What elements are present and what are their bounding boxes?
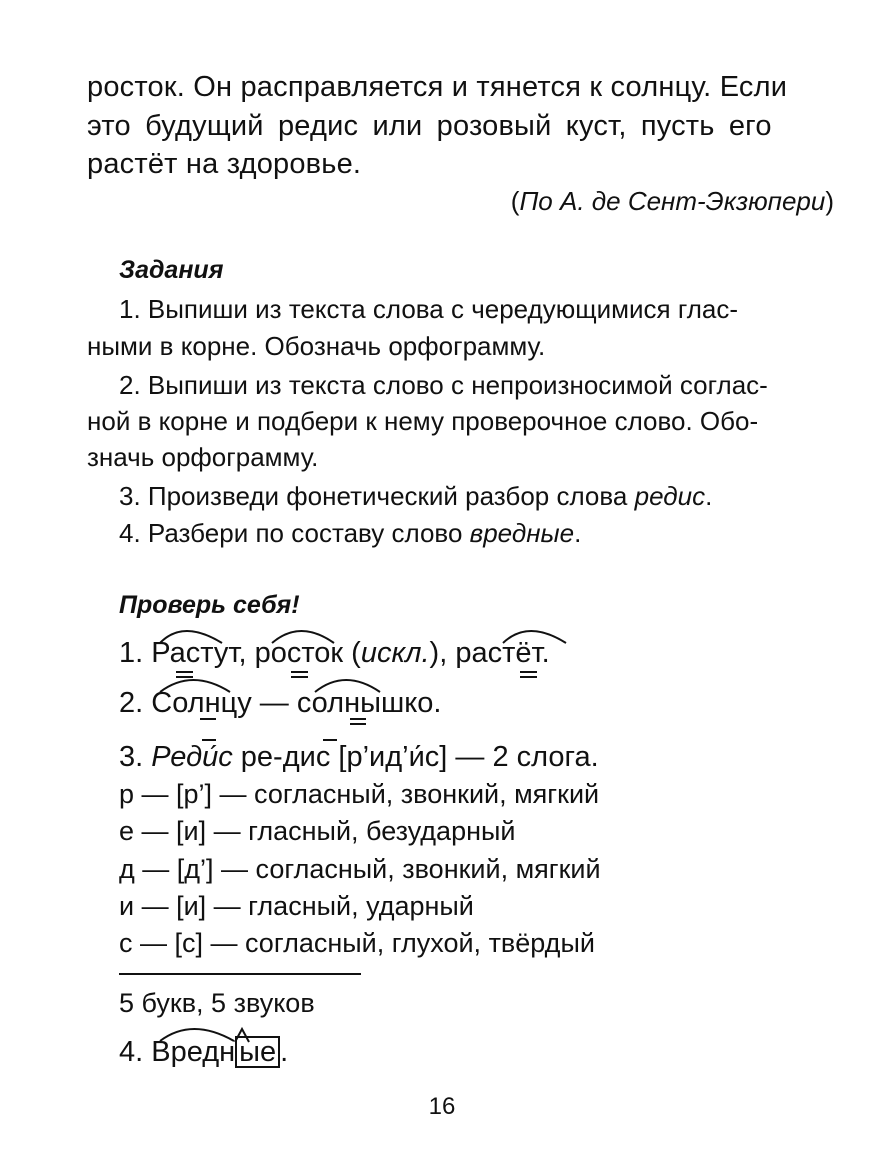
answer-4-ending-box: ые	[235, 1036, 280, 1068]
tasks-heading: Задания	[119, 256, 224, 284]
intro-line-2: это будущий редис или розовый куст, пусть его	[87, 110, 772, 142]
answer-1-word-2: росток	[254, 637, 344, 669]
root-arc-4	[160, 680, 230, 692]
phonetic-row-1: р — [р’] — согласный, звонкий, мягкий	[119, 779, 600, 809]
answer-3-word: Реди́с	[151, 741, 233, 773]
root-arc-6	[160, 1029, 234, 1041]
task-2-line-3: значь орфограмму.	[87, 442, 319, 472]
phonetic-row-5: с — [с] — согласный, глухой, твёрдый	[119, 928, 595, 958]
phonetic-row-4: и — [и] — гласный, ударный	[119, 891, 474, 921]
root-arc-2	[272, 631, 334, 643]
answer-3-header: 3. Реди́с ре-дис [р’ид’и́с] — 2 слога.	[119, 741, 599, 773]
intro-line-3: растёт на здоровье.	[87, 148, 362, 180]
answer-1: 1. Растут, росток (искл.), растёт.	[119, 637, 550, 669]
answer-2-word-2: солнышко	[296, 687, 434, 719]
answer-1-word-1: Растут	[151, 637, 239, 669]
task-1-line-2: ными в корне. Обозначь орфограмму.	[87, 331, 546, 361]
check-heading: Проверь себя!	[119, 591, 300, 619]
answer-4-root: Вредн	[151, 1036, 236, 1068]
task-3-word: редис	[634, 481, 706, 511]
intro-line-1: росток. Он расправляется и тянется к солнцу. Если	[87, 71, 788, 103]
answer-2: 2. Солнцу — солнышко.	[119, 687, 442, 719]
page-number: 16	[428, 1093, 456, 1120]
task-2-line-1: 2. Выпиши из текста слово с непроизносимой соглас-	[119, 370, 768, 400]
task-2-line-2: ной в корне и подбери к нему проверочное слово. Обо-	[87, 406, 759, 436]
task-4: 4. Разбери по составу слово вредные.	[119, 518, 582, 548]
root-arc-3	[503, 631, 566, 643]
phonetic-row-2: е — [и] — гласный, безударный	[119, 816, 516, 846]
task-3: 3. Произведи фонетический разбор слова редис.	[119, 481, 713, 511]
suffix-caret	[235, 1029, 249, 1042]
root-arc-1	[160, 631, 222, 643]
task-4-word: вредные	[469, 518, 575, 548]
answer-2-word-1: Солнцу	[151, 687, 252, 719]
answer-1-note: искл.	[360, 637, 430, 669]
letters-sounds-summary: 5 букв, 5 звуков	[119, 988, 315, 1018]
answer-1-word-3: растёт	[455, 637, 542, 669]
source-attribution: (По А. де Сент-Экзюпери)	[510, 186, 834, 216]
task-1-line-1: 1. Выпиши из текста слова с чередующимися глас-	[119, 294, 739, 324]
answer-4: 4. Вредн ые .	[119, 1036, 289, 1068]
phonetic-row-3: д — [д’] — согласный, звонкий, мягкий	[119, 854, 601, 884]
root-arc-5	[315, 680, 380, 692]
